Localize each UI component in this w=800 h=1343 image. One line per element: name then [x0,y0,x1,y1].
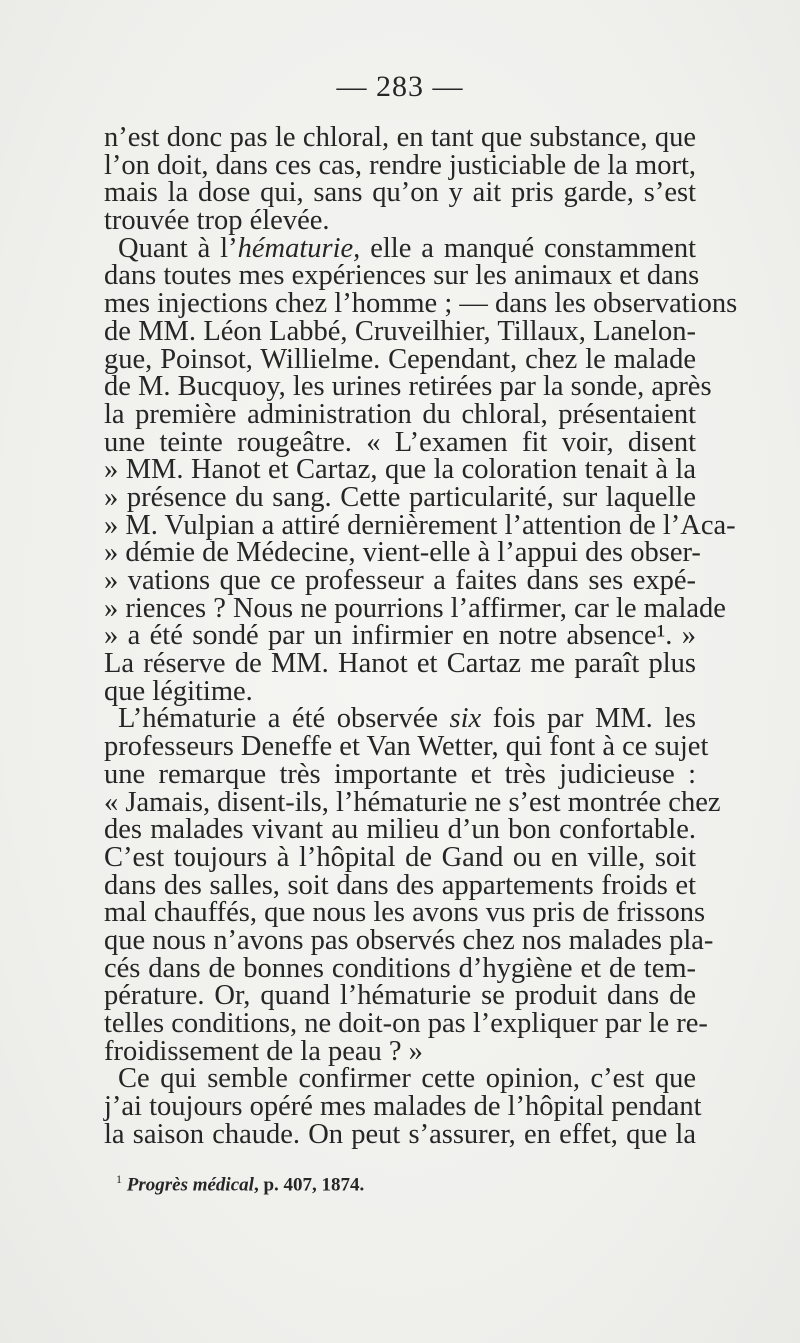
text-line: » présence du sang. Cette particularité, sur laquelle [104,481,696,513]
text-line: froidissement de la peau ? » [104,1035,423,1067]
text-line: » MM. Hanot et Cartaz, que la coloration tenait à la [104,454,696,486]
text-line: » M. Vulpian a attiré dernièrement l’attention de l’Aca- [104,509,736,541]
text-line: L’hématurie a été observée six fois par MM. les [118,703,696,735]
text-line: Ce qui semble confirmer cette opinion, c’est que [118,1063,696,1095]
text-line: Quant à l’hématurie, elle a manqué constamment [118,232,696,264]
text-line: C’est toujours à l’hôpital de Gand ou en ville, soit [104,841,696,873]
text-line: de M. Bucquoy, les urines retirées par la sonde, après [104,371,712,403]
footnote-marker: 1 [116,1172,122,1186]
text-line: une teinte rougeâtre. « L’examen fit voir, disent [104,426,696,458]
emphasis: hématurie, [237,232,361,264]
page-number: — 283 — [336,70,464,103]
footnote-reference: , p. 407, 1874. [253,1174,365,1196]
text-line: » a été sondé par un infirmier en notre absence¹. » [104,620,696,652]
text-line: cés dans de bonnes conditions d’hygiène et de tem- [104,952,696,984]
text-line: de MM. Léon Labbé, Cruveilhier, Tillaux, Lanelon- [104,315,696,347]
text-line: l’on doit, dans ces cas, rendre justiciable de la mort, [104,149,696,181]
footnote [116,1172,364,1196]
text-line: que légitime. [104,675,253,707]
footnote-source: Progrès médical [126,1174,254,1196]
text-line: telles conditions, ne doit-on pas l’expliquer par le re- [104,1008,708,1039]
text-line: professeurs Deneffe et Van Wetter, qui font à ce sujet [104,731,709,763]
text-line: une remarque très importante et très judicieuse : [104,758,696,790]
text-line: mes injections chez l’homme ; — dans les observations [104,288,738,320]
text-line: la première administration du chloral, présentaient [104,398,696,430]
text-line: que nous n’avons pas observés chez nos malades pla- [104,924,714,956]
body-text [104,122,738,1150]
text-line: dans des salles, soit dans des appartements froids et [104,869,696,901]
text-line: La réserve de MM. Hanot et Cartaz me paraît plus [104,648,696,680]
text-line: j’ai toujours opéré mes malades de l’hôpital pendant [104,1091,702,1123]
text-line: la saison chaude. On peut s’assurer, en effet, que la [104,1118,696,1150]
text-line: n’est donc pas le chloral, en tant que substance, que [104,122,696,153]
text-line: » démie de Médecine, vient-elle à l’appui des obser- [104,537,701,569]
text-line: dans toutes mes expériences sur les animaux et dans [104,260,700,292]
text-line: trouvée trop élevée. [104,205,330,237]
text-line: « Jamais, disent-ils, l’hématurie ne s’est montrée chez [104,786,721,818]
text-line: mais la dose qui, sans qu’on y ait pris garde, s’est [104,177,696,209]
text-line: » vations que ce professeur a faites dans ses expé- [104,565,696,596]
text-line: pérature. Or, quand l’hématurie se produit dans de [104,980,696,1012]
text-line: mal chauffés, que nous les avons vus pris de frissons [104,897,706,929]
text-line: gue, Poinsot, Willielme. Cependant, chez le malade [104,343,696,375]
emphasis: six [449,703,482,735]
text-line: » riences ? Nous ne pourrions l’affirmer, car le malade [104,592,726,624]
text-line: des malades vivant au milieu d’un bon confortable. [104,814,696,846]
